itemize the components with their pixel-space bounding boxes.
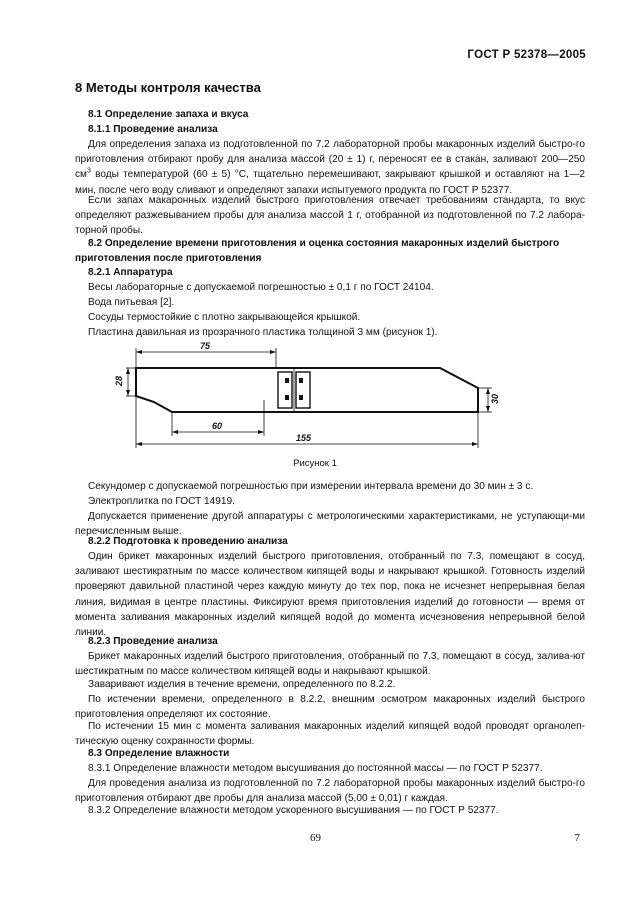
apparatus-scales: Весы лабораторные с допускаемой погрешностью ± 0,1 г по ГОСТ 24104. bbox=[88, 282, 434, 293]
subsection-8-1-title: 8.1 Определение запаха и вкуса bbox=[88, 109, 249, 120]
apparatus-alternative: Допускается применение другой аппаратуры с метрологическими характеристиками, не уступающи-ми перечисленным выше. bbox=[75, 511, 585, 538]
apparatus-stopwatch: Секундомер с допускаемой погрешностью при измерении интервала времени до 30 мин ± 3 с. bbox=[88, 481, 534, 492]
paragraph-smell bbox=[75, 137, 585, 198]
section-title: 8 Методы контроля качества bbox=[75, 80, 261, 95]
cubic-superscript: 3 bbox=[87, 168, 91, 176]
standard-number: ГОСТ Р 52378—2005 bbox=[467, 49, 586, 61]
paragraph-smell-a: Для определения запаха из подготовленной по 7.2 лабораторной пробы макаронных изделий быстро-го приготовления отбирают пробу для анализа массой (20 ± 1) г, переносят ее в стакан, заливают 200—250 см bbox=[75, 139, 585, 181]
subsection-8-2-3-title: 8.2.3 Проведение анализа bbox=[88, 636, 218, 647]
subsection-8-2-1-title: 8.2.1 Аппаратура bbox=[88, 267, 173, 278]
plate-outline bbox=[136, 368, 478, 412]
dim-right-height: 30 bbox=[490, 393, 500, 404]
paragraph-moisture-3: 8.3.2 Определение влажности методом ускоренного высушивания — по ГОСТ Р 52377. bbox=[88, 805, 499, 816]
hinge-left-plate bbox=[278, 372, 292, 408]
paragraph-moisture-1: 8.3.1 Определение влажности методом высушивания до постоянной массы — по ГОСТ Р 52377. bbox=[88, 763, 543, 774]
dim-left-height: 28 bbox=[114, 375, 124, 386]
paragraph-analysis-2: Заваривают изделия в течение времени, определенного по 8.2.2. bbox=[88, 679, 396, 690]
paragraph-preparation: Один брикет макаронных изделий быстрого приготовления, отобранный по 7.3, помещают в сосуд, заливают шестикратным по массе количеством кипящей воды и накрывают крышкой. Готовность изделий проверяют давильной пластиной через каждую минуту до тех пор, пока не исчезнет непрерывная белая линия, видимая в центре пластины. Фиксируют время приготовления изделий до готовности — время от момента заливания макаронных изделий кипящей водой до момента исчезновения непрерывной белой линии. bbox=[75, 551, 585, 639]
figure-caption: Рисунок 1 bbox=[293, 458, 337, 469]
subsection-8-3-title: 8.3 Определение влажности bbox=[88, 748, 230, 759]
center-page-number: 69 bbox=[310, 832, 321, 844]
apparatus-vessels: Сосуды термостойкие с плотно закрывающейся крышкой. bbox=[88, 312, 361, 323]
dim-overall-length: 155 bbox=[296, 433, 312, 443]
apparatus-hotplate: Электроплитка по ГОСТ 14919. bbox=[88, 496, 235, 507]
paragraph-analysis-3: По истечении времени, определенного в 8.2.2, внешним осмотром макаронных изделий быстрого приготовления определяют их состояние. bbox=[75, 694, 585, 721]
hinge-right-plate bbox=[296, 372, 310, 408]
subsection-8-1-1-title: 8.1.1 Проведение анализа bbox=[88, 124, 218, 135]
apparatus-plate: Пластина давильная из прозрачного пластика толщиной 3 мм (рисунок 1). bbox=[88, 327, 438, 338]
paragraph-taste: Если запах макаронных изделий быстрого приготовления отвечает требованиям стандарта, то вкус определяют разжевыванием пробы для анализа массой 1 г, отобранной из подготовленной по 7.2 лабора-торной пробы. bbox=[75, 195, 585, 237]
paragraph-smell-b: воды температурой (60 ± 5) °С, тщательно перемешивают, закрывают крышкой и оставляют на 1—2 мин, после чего воду сливают и определяют запахи испытуемого продукта по ГОСТ Р 52377. bbox=[75, 169, 585, 196]
paragraph-analysis-1: Брикет макаронных изделий быстрого приготовления, отобранный по 7.3, помещают в сосуд, залива-ют шестикратным по массе количеством кипящей воды и накрывают крышкой. bbox=[75, 651, 585, 678]
paragraph-moisture-2: Для проведения анализа из подготовленной по 7.2 лабораторной пробы макаронных изделий быстро-го приготовления отбирают две пробы для анализа массой (5,00 ± 0,01) г каждая. bbox=[75, 778, 585, 805]
dim-top-length: 75 bbox=[200, 341, 211, 351]
figure-1-plate-drawing bbox=[100, 340, 510, 450]
apparatus-water: Вода питьевая [2]. bbox=[88, 297, 175, 308]
dim-middle-length: 60 bbox=[212, 421, 223, 431]
paragraph-analysis-4: По истечении 15 мин с момента заливания макаронных изделий кипящей водой проводят органолеп-тическую оценку сохранности формы. bbox=[75, 721, 585, 748]
page-number: 7 bbox=[574, 832, 580, 844]
subsection-8-2-title: 8.2 Определение времени приготовления и оценка состояния макаронных изделий быстрого приготовления после приготовления bbox=[75, 238, 560, 265]
subsection-8-2-2-title: 8.2.2 Подготовка к проведению анализа bbox=[88, 536, 288, 547]
